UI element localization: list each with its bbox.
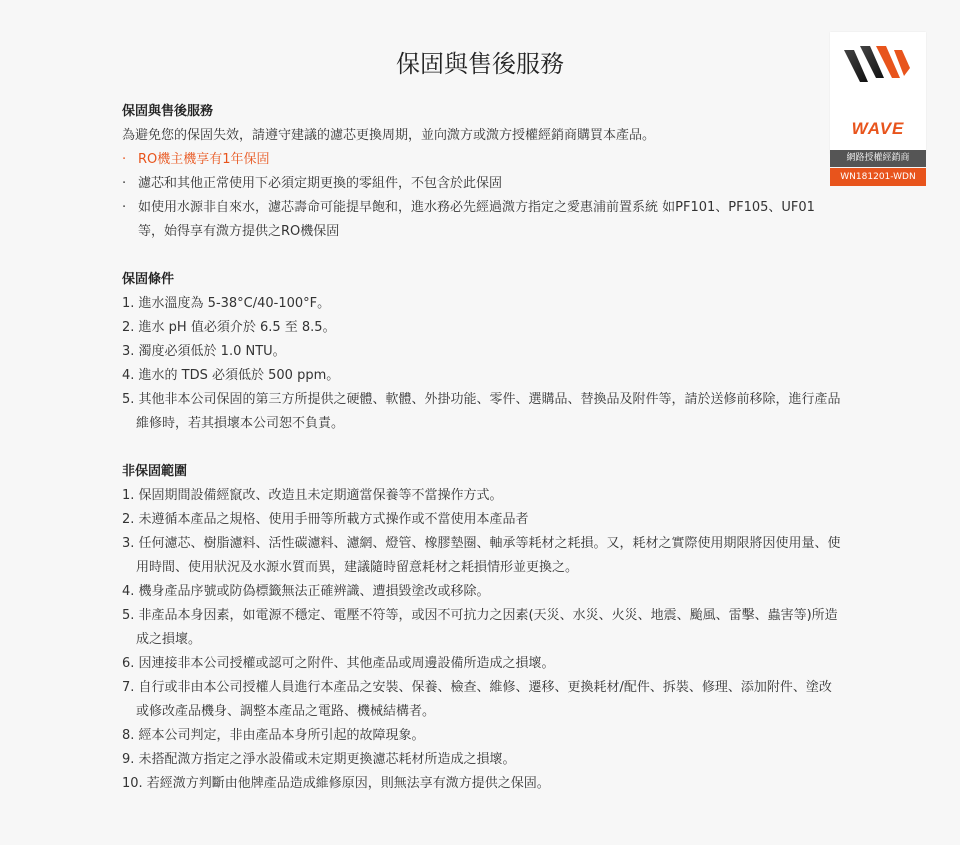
non-warranty-item: 8. 經本公司判定，非由產品本身所引起的故障現象。 [122, 728, 425, 743]
non-warranty-item: 7. 自行或非由本公司授權人員進行本產品之安裝、保養、檢查、維修、遷移、更換耗材/配件、拆裝、修理、添加附件、塗改或修改產品機身、調整本產品之電路、機械結構者。 [122, 680, 832, 719]
non-warranty-item: 2. 未遵循本產品之規格、使用手冊等所載方式操作或不當使用本產品者 [122, 512, 529, 527]
section-title-conditions: 保固條件 [122, 272, 175, 287]
non-warranty-item: 1. 保固期間設備經竄改、改造且未定期適當保養等不當操作方式。 [122, 488, 503, 503]
condition-item: 2. 進水 pH 值必須介於 6.5 至 8.5。 [122, 320, 336, 335]
condition-item: 1. 進水溫度為 5-38°C/40-100°F。 [122, 296, 331, 311]
bullet-item: · 如使用水源非自來水，濾芯壽命可能提早飽和，進水務必先經過溦方指定之愛惠浦前置系統 如PF101、PF105、UF01等，始得享有溦方提供之RO機保固 [122, 196, 842, 244]
badge-dealer-label: 網路授權經銷商 [830, 150, 926, 167]
non-warranty-item: 4. 機身產品序號或防偽標籤無法正確辨識、遭損毀塗改或移除。 [122, 584, 490, 599]
condition-item: 3. 濁度必須低於 1.0 NTU。 [122, 344, 286, 359]
warranty-intro: 為避免您的保固失效，請遵守建議的濾芯更換周期，並向溦方或溦方授權經銷商購買本產品。 [122, 128, 656, 143]
wave-logo-icon [830, 32, 926, 118]
condition-item: 4. 進水的 TDS 必須低於 500 ppm。 [122, 368, 340, 383]
bullet-item: · 濾芯和其他正常使用下必須定期更換的零組件，不包含於此保固 [122, 172, 842, 196]
section-title-non-warranty: 非保固範圍 [122, 464, 188, 479]
section-title-warranty: 保固與售後服務 [122, 104, 214, 119]
badge-dealer-id: WN181201-WDN [830, 168, 926, 186]
condition-item: 5. 其他非本公司保固的第三方所提供之硬體、軟體、外掛功能、零件、選購品、替換品及附件等，請於送修前移除，進行產品維修時，若其損壞本公司恕不負責。 [122, 392, 841, 431]
dealer-badge [830, 32, 926, 182]
non-warranty-item: 5. 非產品本身因素，如電源不穩定、電壓不符等，或因不可抗力之因素(天災、水災、火災、地震、颱風、雷擊、蟲害等)所造成之損壞。 [122, 608, 838, 647]
non-warranty-item: 3. 任何濾芯、樹脂濾料、活性碳濾料、濾網、燈管、橡膠墊圈、軸承等耗材之耗損。又，耗材之實際使用期限將因使用量、使用時間、使用狀況及水源水質而異，建議隨時留意耗材之耗損情形並更換之。 [122, 536, 841, 575]
non-warranty-item: 10. 若經溦方判斷由他牌產品造成維修原因，則無法享有溦方提供之保固。 [122, 776, 550, 791]
non-warranty-item: 6. 因連接非本公司授權或認可之附件、其他產品或周邊設備所造成之損壞。 [122, 656, 555, 671]
non-warranty-item: 9. 未搭配溦方指定之淨水設備或未定期更換濾芯耗材所造成之損壞。 [122, 752, 516, 767]
bullet-item: · RO機主機享有1年保固 [122, 148, 842, 172]
warranty-content [122, 100, 842, 796]
page-title: 保固與售後服務 [396, 50, 564, 78]
badge-wordmark: WAVE [851, 119, 905, 138]
